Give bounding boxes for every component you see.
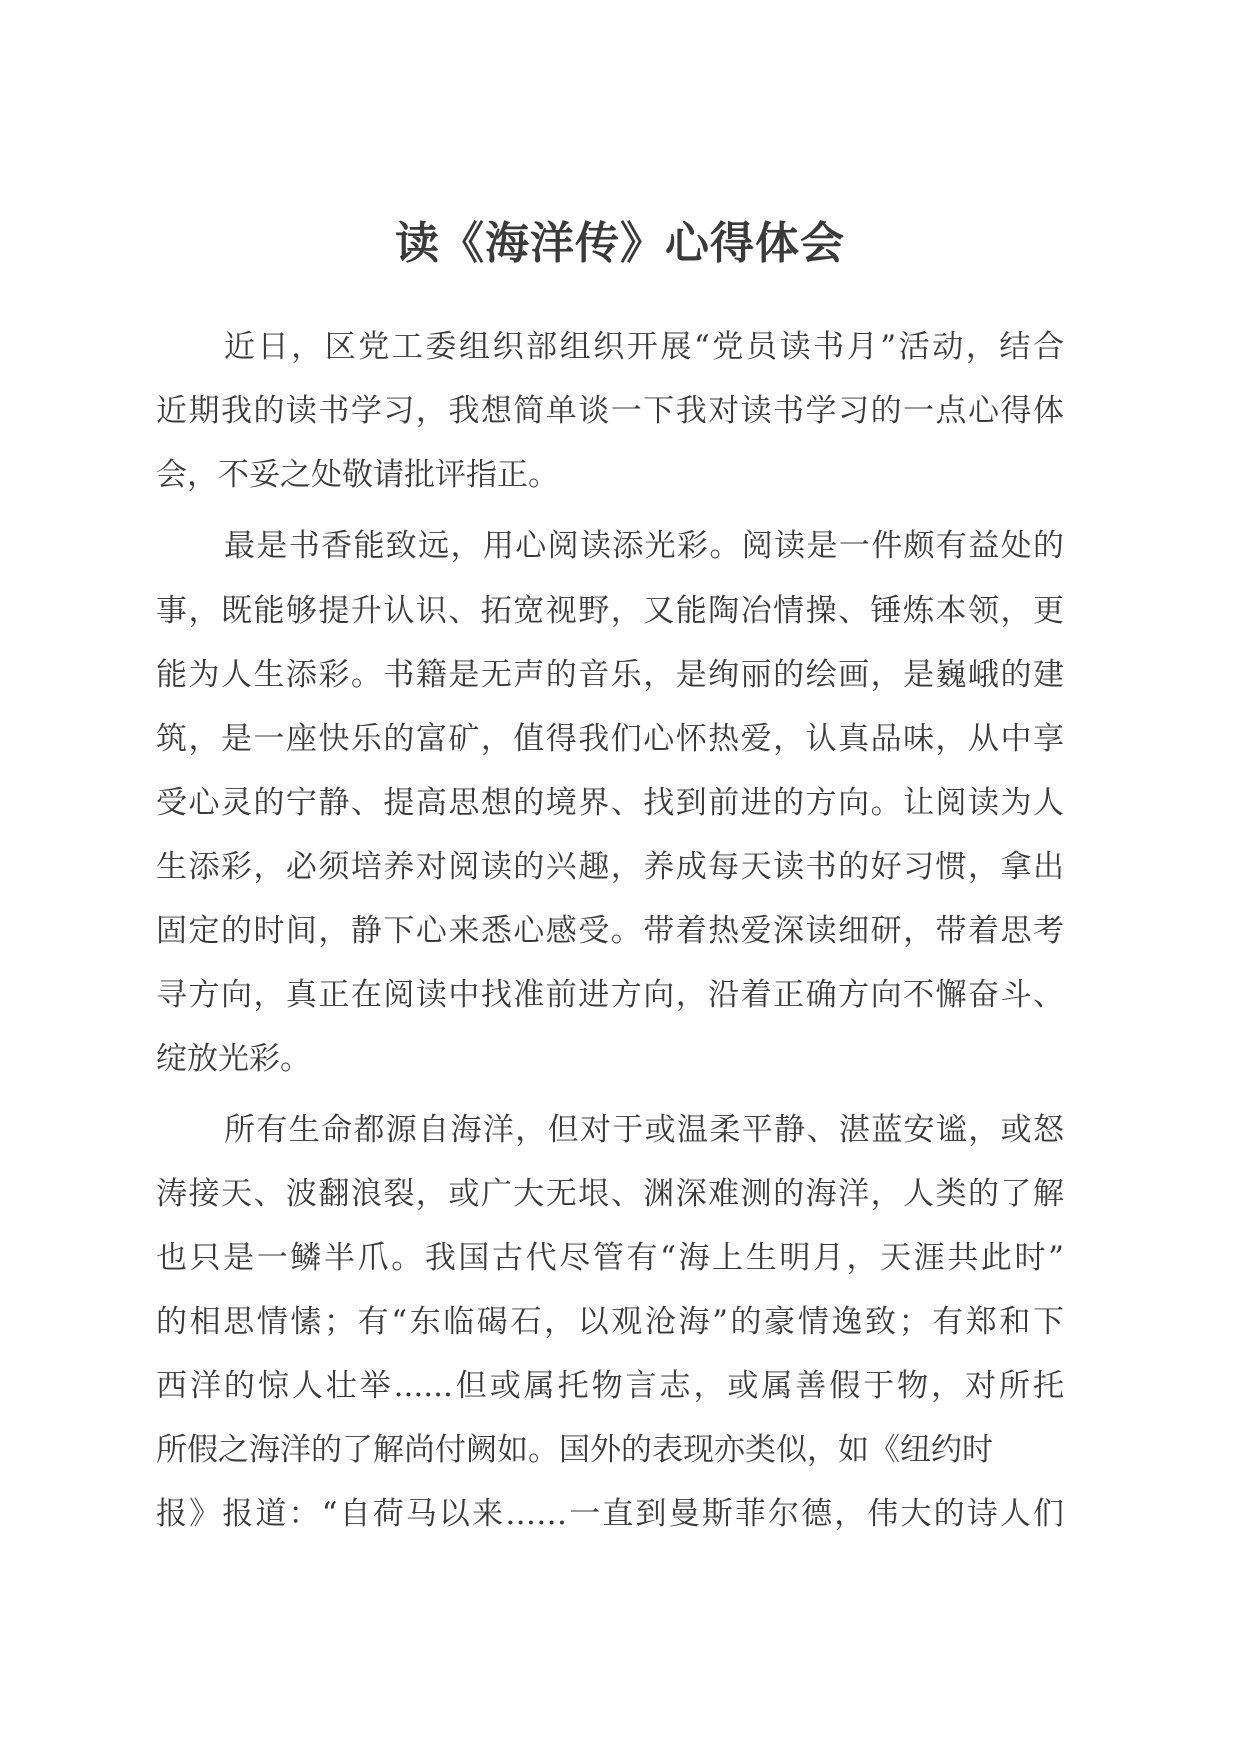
paragraph-2-line-7: 固定的时间，静下心来悉心感受。带着热爱深读细研，带着思考 [156,913,1064,949]
paragraph-3-line-7: 报》报道：“自荷马以来……一直到曼斯菲尔德，伟大的诗人们 [156,1496,1064,1532]
paragraph-3-line-3: 也只是一鳞半爪。我国古代尽管有“海上生明月，天涯共此时” [156,1240,1064,1276]
paragraph-2-line-9: 绽放光彩。 [156,1041,311,1077]
paragraph-3-line-2: 涛接天、波翻浪裂，或广大无垠、渊深难测的海洋，人类的了解 [156,1176,1064,1212]
paragraph-2-line-4: 筑，是一座快乐的富矿，值得我们心怀热爱，认真品味，从中享 [156,721,1064,757]
paragraph-2-line-3: 能为人生添彩。书籍是无声的音乐，是绚丽的绘画，是巍峨的建 [156,657,1064,693]
paragraph-3-line-4: 的相思情愫；有“东临碣石，以观沧海”的豪情逸致；有郑和下 [156,1304,1064,1340]
paragraph-1-line-1: 近日，区党工委组织部组织开展“党员读书月”活动，结合 [224,329,1064,365]
paragraph-3-line-6: 所假之海洋的了解尚付阙如。国外的表现亦类似，如《纽约时 [156,1432,993,1468]
paragraph-2-line-5: 受心灵的宁静、提高思想的境界、找到前进的方向。让阅读为人 [156,785,1064,821]
paragraph-1-line-3: 会，不妥之处敬请批评指正。 [156,457,559,493]
paragraph-3-line-5: 西洋的惊人壮举......但或属托物言志，或属善假于物，对所托 [156,1368,1064,1404]
document-title: 读《海洋传》心得体会 [395,218,845,269]
paragraph-1-line-2: 近期我的读书学习，我想简单谈一下我对读书学习的一点心得体 [156,393,1064,429]
paragraph-2-line-2: 事，既能够提升认识、拓宽视野，又能陶冶情操、锤炼本领，更 [156,593,1064,629]
paragraph-3-line-1: 所有生命都源自海洋，但对于或温柔平静、湛蓝安谧，或怒 [224,1112,1064,1148]
paragraph-2-line-8: 寻方向，真正在阅读中找准前进方向，沿着正确方向不懈奋斗、 [156,977,1064,1013]
paragraph-2-line-6: 生添彩，必须培养对阅读的兴趣，养成每天读书的好习惯，拿出 [156,849,1064,885]
paragraph-2-line-1: 最是书香能致远，用心阅读添光彩。阅读是一件颇有益处的 [224,528,1064,564]
